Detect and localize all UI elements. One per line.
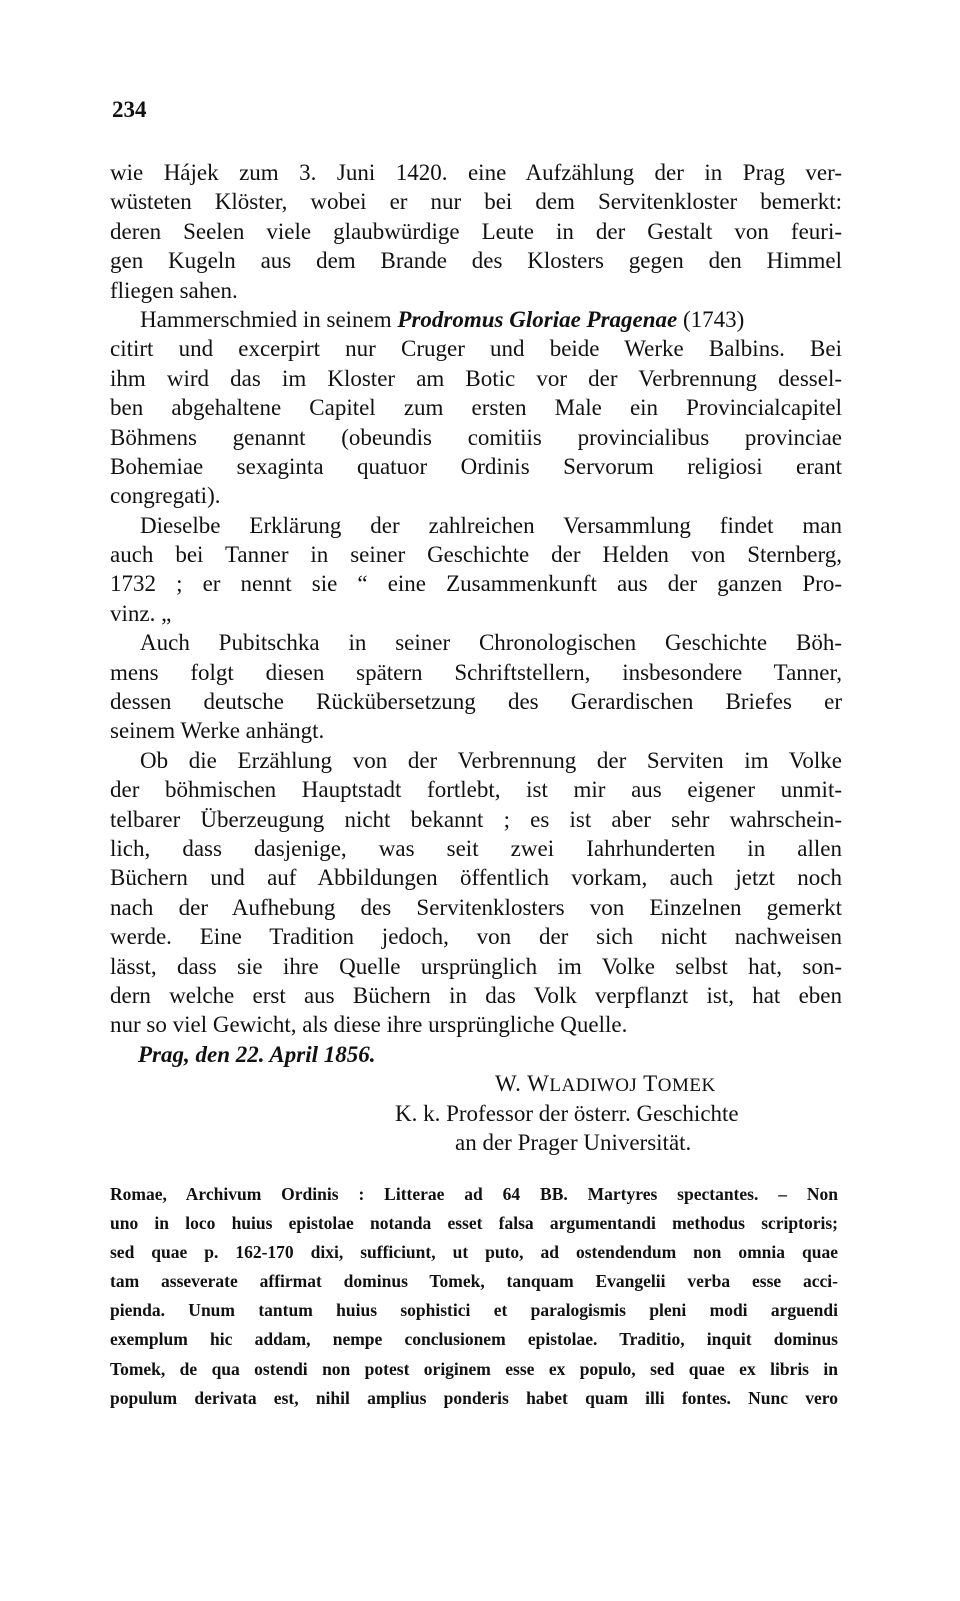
text-line: wie Hájek zum 3. Juni 1420. eine Aufzählung der in Prag ver- — [110, 160, 842, 185]
text-line: dessen deutsche Rückübersetzung des Gerardischen Briefes er — [110, 689, 842, 715]
text-line: dern welche erst aus Büchern in das Volk verpflanzt ist, hat eben — [110, 982, 842, 1008]
signature-date: Prag, den 22. April 1856. — [138, 1042, 376, 1067]
footnote-line: uno in loco huius epistolae notanda esset falsa argumentandi methodus scriptoris; — [110, 1213, 838, 1234]
text-line — [110, 305, 842, 334]
name-smallcaps: LADIWOJ — [549, 1075, 638, 1097]
text-line: Ob die Erzählung von der Verbrennung der Serviten im Volke — [140, 747, 842, 773]
text-line: Dieselbe Erklärung der zahlreichen Versammlung findet man — [140, 512, 842, 538]
footnote-line: tam asseverate affirmat dominus Tomek, tanquam Evangelii verba esse acci- — [110, 1271, 838, 1292]
text-line: wüsteten Klöster, wobei er nur bei dem Servitenkloster bemerkt: — [110, 189, 842, 215]
footnote-line: exemplum hic addam, nempe conclusionem epistolae. Traditio, inquit dominus — [110, 1329, 838, 1350]
signature-block — [110, 1040, 842, 1158]
page-number: 234 — [112, 97, 147, 122]
text-line: ihm wird das im Kloster am Botic vor der Verbrennung dessel- — [110, 365, 842, 391]
footnote-line: sed quae p. 162-170 dixi, sufficiunt, ut puto, ad ostendendum non omnia quae — [110, 1242, 838, 1263]
text-line: nur so viel Gewicht, als diese ihre ursprüngliche Quelle. — [110, 1012, 628, 1038]
footnote-line: pienda. Unum tantum huius sophistici et paralogismis pleni modi arguendi — [110, 1300, 838, 1321]
text-line: telbarer Überzeugung nicht bekannt ; es ist aber sehr wahrschein- — [110, 806, 842, 832]
author-university: an der Prager Universität. — [455, 1130, 692, 1156]
footnote-line: Romae, Archivum Ordinis : Litterae ad 64 BB. Martyres spectantes. – Non — [110, 1184, 838, 1204]
author-title: K. k. Professor der österr. Geschichte — [395, 1100, 739, 1126]
text-line: seinem Werke anhängt. — [110, 718, 325, 744]
text-line: vinz. „ — [110, 600, 172, 626]
text-line: deren Seelen viele glaubwürdige Leute in der Gestalt von feuri- — [110, 218, 842, 244]
text-line: congregati). — [110, 483, 221, 509]
text-line: mens folgt diesen spätern Schriftstellern, insbesondere Tanner, — [110, 659, 842, 685]
text-line: lässt, dass sie ihre Quelle ursprünglich im Volke selbst hat, son- — [110, 953, 842, 979]
text-line: Auch Pubitschka in seiner Chronologischen Geschichte Böh- — [140, 630, 842, 656]
footnote-line: populum derivata est, nihil amplius ponderis habet quam illi fontes. Nunc vero — [110, 1387, 838, 1408]
text-line: nach der Aufhebung des Servitenklosters von Einzelnen gemerkt — [110, 894, 842, 920]
main-text — [110, 158, 842, 1040]
text-line: lich, dass dasjenige, was seit zwei Iahrhunderten in allen — [110, 835, 842, 861]
text-fragment: (1743) — [677, 306, 745, 332]
name-smallcaps: OMEK — [657, 1075, 716, 1097]
author-name — [110, 1069, 842, 1098]
text-line: werde. Eine Tradition jedoch, von der sich nicht nachweisen — [110, 924, 842, 950]
text-line: Böhmens genannt (obeundis comitiis provincialibus provinciae — [110, 424, 842, 450]
text-line: auch bei Tanner in seiner Geschichte der Helden von Sternberg, — [110, 542, 842, 568]
footnote-line: Tomek, de qua ostendi non potest originem esse ex populo, sed quae ex libris in — [110, 1358, 838, 1379]
text-fragment: Hammerschmied in seinem — [140, 306, 398, 332]
text-line: ben abgehaltene Capitel zum ersten Male ein Provincialcapitel — [110, 395, 842, 421]
text-line: gen Kugeln aus dem Brande des Klosters gegen den Himmel — [110, 248, 842, 274]
text-line: fliegen sahen. — [110, 277, 238, 303]
text-line: Bohemiae sexaginta quatuor Ordinis Servorum religiosi erant — [110, 453, 842, 479]
text-line: Büchern und auf Abbildungen öffentlich vorkam, auch jetzt noch — [110, 865, 842, 891]
footnote — [110, 1180, 838, 1413]
book-title: Prodromus Gloriae Pragenae — [397, 306, 678, 332]
text-line: 1732 ; er nennt sie “ eine Zusammenkunft aus der ganzen Pro- — [110, 571, 842, 597]
name-initial: W. W — [495, 1071, 550, 1097]
name-initial: T — [637, 1071, 658, 1097]
text-line: citirt und excerpirt nur Cruger und beide Werke Balbins. Bei — [110, 336, 842, 362]
text-line: der böhmischen Hauptstadt fortlebt, ist mir aus eigener unmit- — [110, 777, 842, 803]
